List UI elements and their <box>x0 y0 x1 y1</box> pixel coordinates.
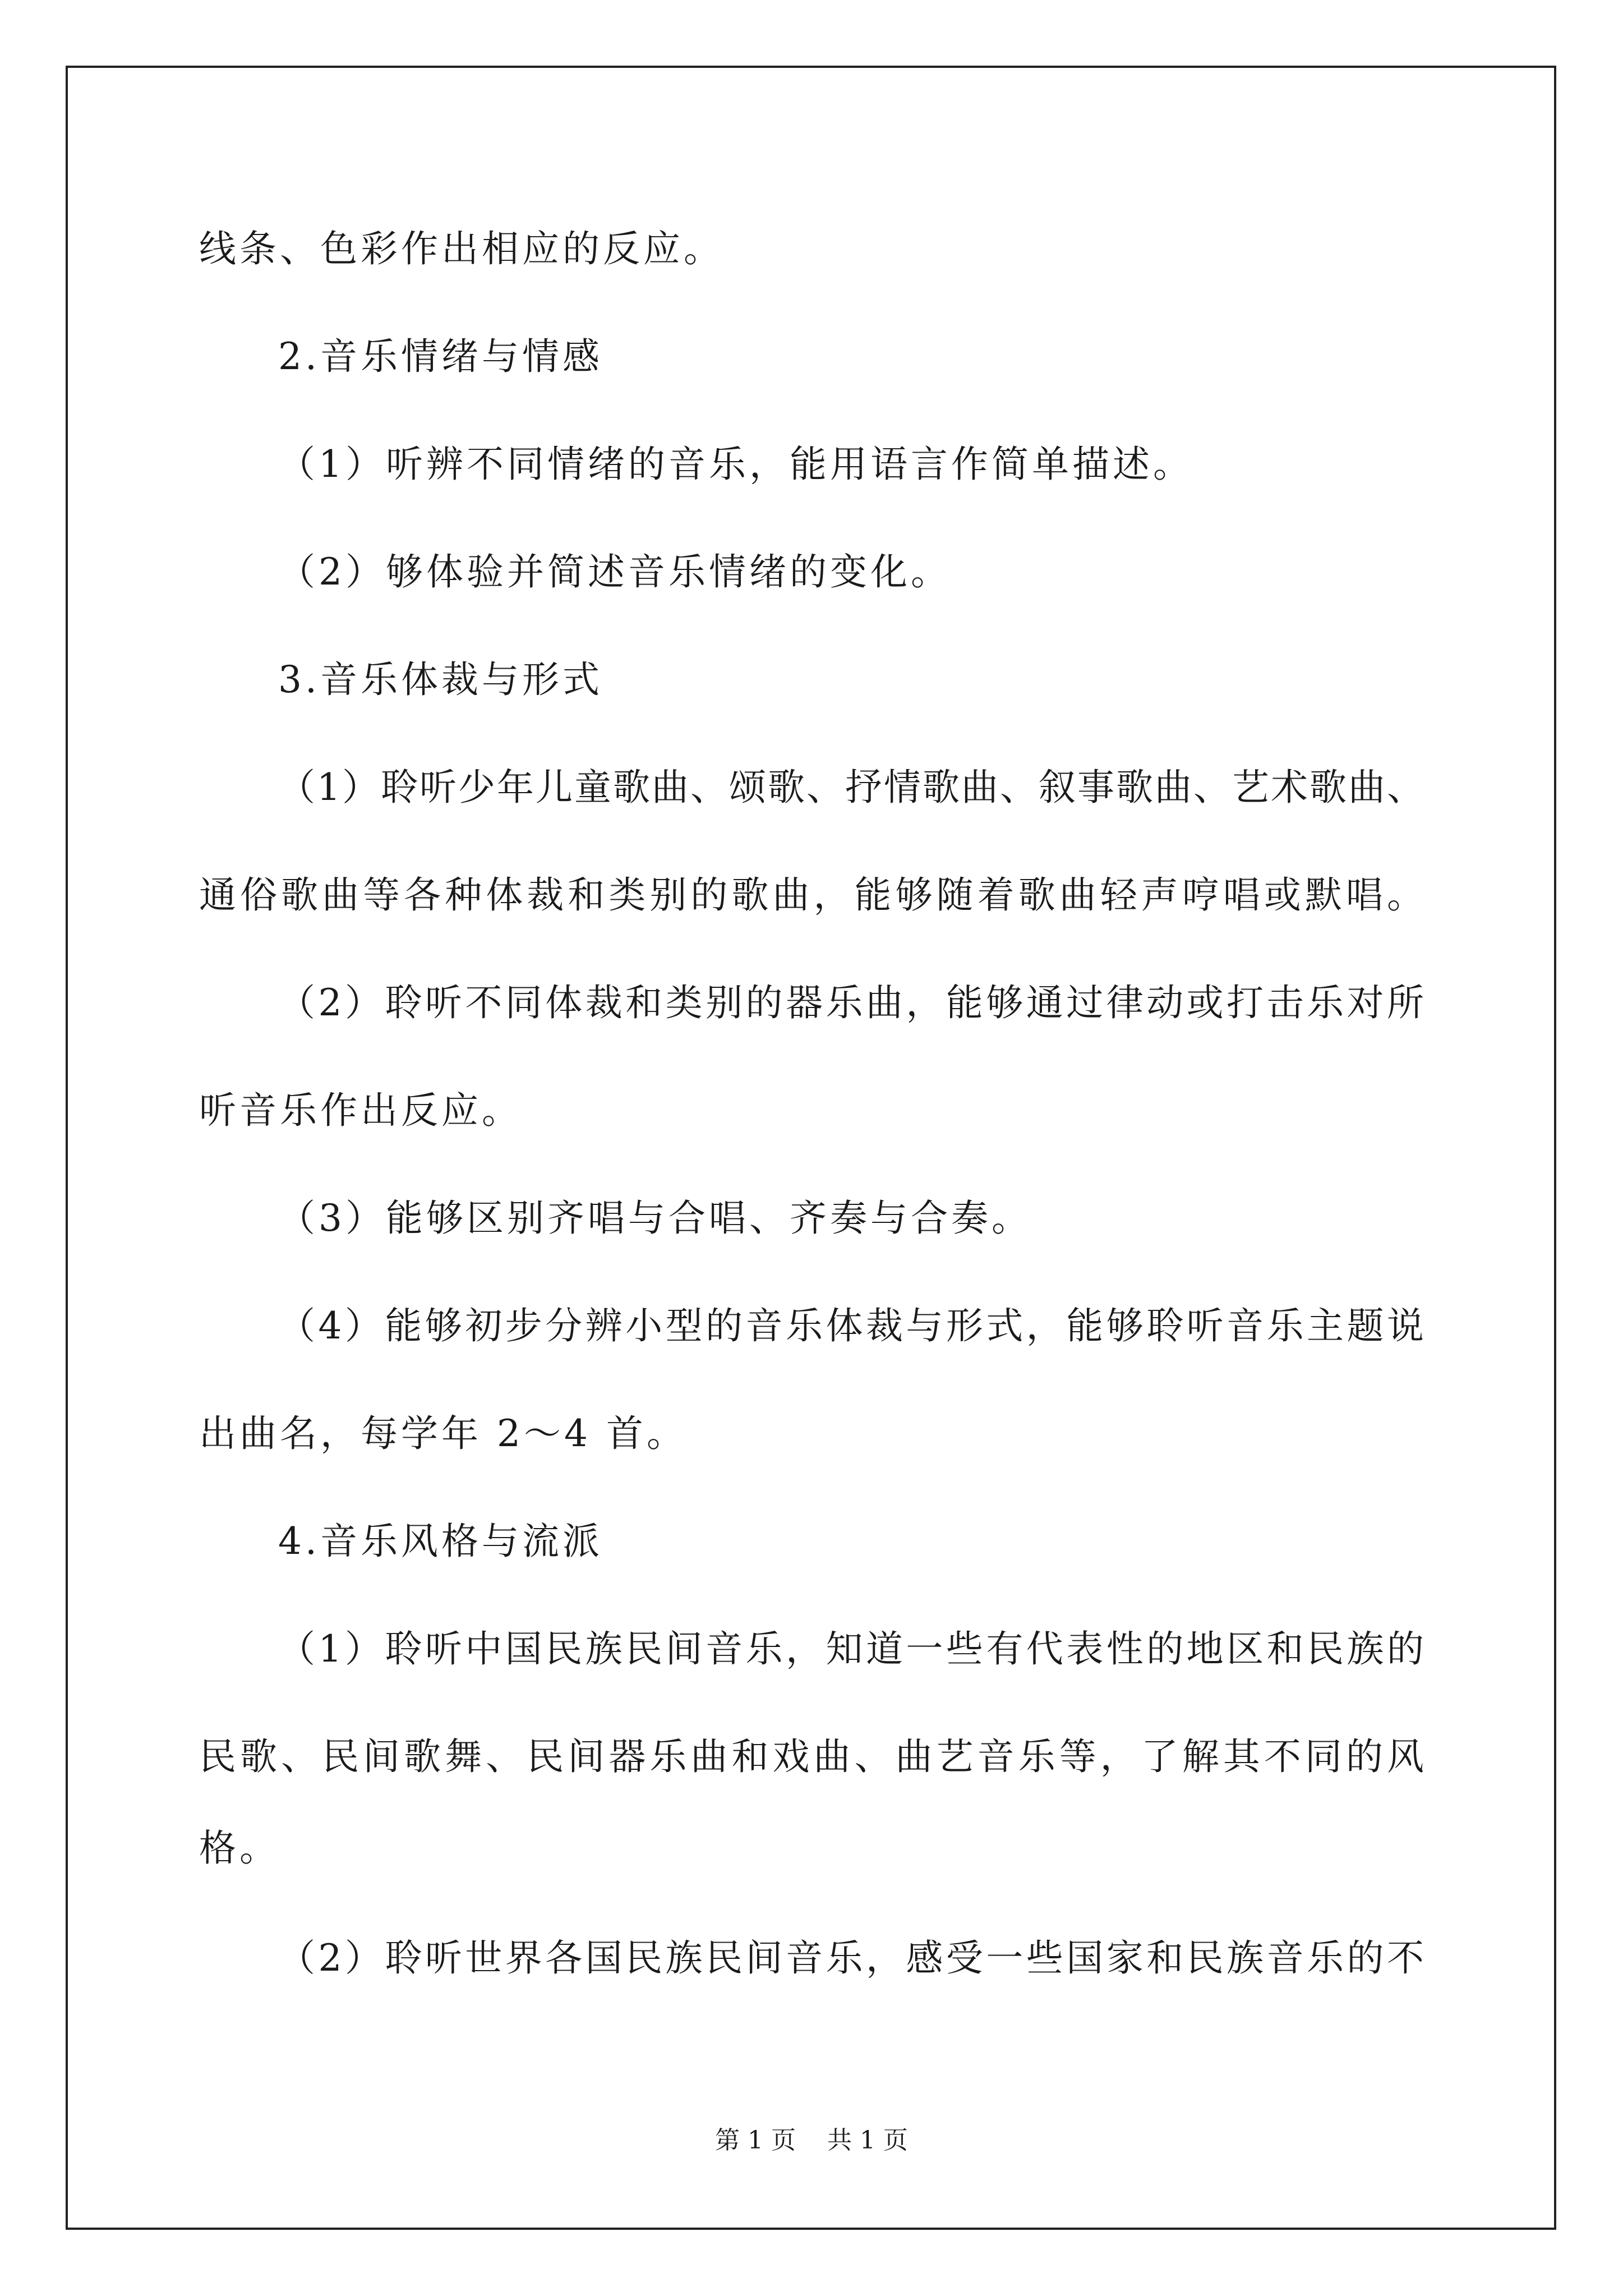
text-line: 格。 <box>199 1826 280 1870</box>
text-line: 听音乐作出反应。 <box>199 1089 522 1132</box>
text-line: （1）聆听少年儿童歌曲、颂歌、抒情歌曲、叙事歌曲、艺术歌曲、 <box>278 766 1424 809</box>
text-line: 出曲名，每学年 2～4 首。 <box>199 1412 687 1455</box>
text-line: （1）聆听中国民族民间音乐，知道一些有代表性的地区和民族的 <box>278 1627 1424 1671</box>
text-line: 通俗歌曲等各种体裁和类别的歌曲，能够随着歌曲轻声哼唱或默唱。 <box>199 873 1424 917</box>
section-heading: 3.音乐体裁与形式 <box>278 658 603 701</box>
text-line: （4）能够初步分辨小型的音乐体裁与形式，能够聆听音乐主题说 <box>278 1304 1424 1347</box>
text-line: （1）听辨不同情绪的音乐，能用语言作简单描述。 <box>278 443 1193 486</box>
page-footer <box>0 2128 1623 2153</box>
section-heading: 4.音乐风格与流派 <box>278 1520 603 1563</box>
section-heading: 2.音乐情绪与情感 <box>278 335 603 378</box>
page-border <box>66 66 1556 2230</box>
text-line: 民歌、民间歌舞、民间器乐曲和戏曲、曲艺音乐等，了解其不同的风 <box>199 1735 1424 1778</box>
text-line: （2）聆听世界各国民族民间音乐，感受一些国家和民族音乐的不 <box>278 1936 1424 1980</box>
text-line: （2）够体验并简述音乐情绪的变化。 <box>278 550 951 593</box>
text-line: 线条、色彩作出相应的反应。 <box>199 227 724 270</box>
page-total: 共 1 页 <box>827 2126 908 2155</box>
text-line: （2）聆听不同体裁和类别的器乐曲，能够通过律动或打击乐对所 <box>278 981 1424 1024</box>
text-line: （3）能够区别齐唱与合唱、齐奏与合奏。 <box>278 1197 1032 1240</box>
page-number: 第 1 页 <box>715 2126 796 2155</box>
